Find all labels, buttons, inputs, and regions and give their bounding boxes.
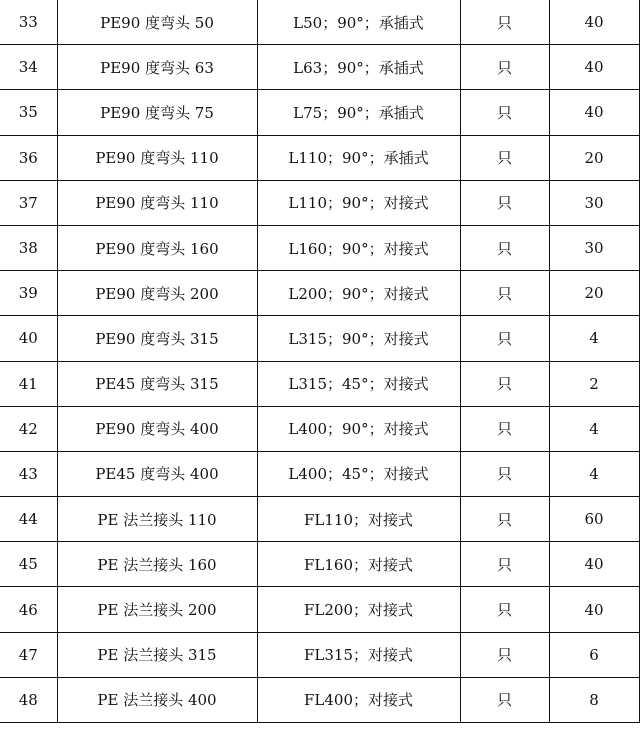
unit-cell: 只 [460, 451, 549, 496]
row-number-cell: 41 [0, 361, 57, 406]
item-spec-cell: FL160；对接式 [257, 542, 460, 587]
row-number-cell: 47 [0, 632, 57, 677]
item-spec-cell: L400；45°；对接式 [257, 451, 460, 496]
item-name-cell: PE90 度弯头 50 [57, 0, 257, 45]
quantity-cell: 30 [549, 180, 639, 225]
item-spec-cell: L315；45°；对接式 [257, 361, 460, 406]
item-spec-cell: FL315；对接式 [257, 632, 460, 677]
table-row [0, 406, 639, 451]
item-name-cell: PE90 度弯头 400 [57, 406, 257, 451]
unit-cell: 只 [460, 0, 549, 45]
item-spec-cell: L160；90°；对接式 [257, 225, 460, 270]
row-number-cell: 38 [0, 225, 57, 270]
row-number-cell: 37 [0, 180, 57, 225]
row-number-cell: 40 [0, 316, 57, 361]
table-row [0, 632, 639, 677]
item-spec-cell: FL200；对接式 [257, 587, 460, 632]
item-name-cell: PE90 度弯头 200 [57, 271, 257, 316]
quantity-cell: 2 [549, 361, 639, 406]
row-number-cell: 34 [0, 45, 57, 90]
quantity-cell: 40 [549, 45, 639, 90]
item-name-cell: PE 法兰接头 110 [57, 497, 257, 542]
table-row [0, 90, 639, 135]
item-name-cell: PE45 度弯头 315 [57, 361, 257, 406]
item-spec-cell: L110；90°；对接式 [257, 180, 460, 225]
unit-cell: 只 [460, 135, 549, 180]
quantity-cell: 8 [549, 677, 639, 722]
item-name-cell: PE 法兰接头 400 [57, 677, 257, 722]
row-number-cell: 46 [0, 587, 57, 632]
table-row [0, 180, 639, 225]
unit-cell: 只 [460, 271, 549, 316]
table-row [0, 542, 639, 587]
item-spec-cell: L400；90°；对接式 [257, 406, 460, 451]
item-spec-cell: L110；90°；承插式 [257, 135, 460, 180]
item-name-cell: PE 法兰接头 200 [57, 587, 257, 632]
unit-cell: 只 [460, 316, 549, 361]
table-row [0, 135, 639, 180]
item-spec-cell: L63；90°；承插式 [257, 45, 460, 90]
table-row [0, 271, 639, 316]
quantity-cell: 40 [549, 90, 639, 135]
row-number-cell: 33 [0, 0, 57, 45]
row-number-cell: 44 [0, 497, 57, 542]
table-row [0, 587, 639, 632]
table-row [0, 451, 639, 496]
unit-cell: 只 [460, 497, 549, 542]
table-row [0, 361, 639, 406]
item-spec-cell: L200；90°；对接式 [257, 271, 460, 316]
quantity-cell: 4 [549, 451, 639, 496]
table-row [0, 316, 639, 361]
item-name-cell: PE90 度弯头 63 [57, 45, 257, 90]
unit-cell: 只 [460, 406, 549, 451]
unit-cell: 只 [460, 587, 549, 632]
row-number-cell: 45 [0, 542, 57, 587]
quantity-cell: 60 [549, 497, 639, 542]
quantity-cell: 20 [549, 135, 639, 180]
row-number-cell: 36 [0, 135, 57, 180]
table-row [0, 225, 639, 270]
quantity-cell: 4 [549, 316, 639, 361]
table-row [0, 497, 639, 542]
row-number-cell: 48 [0, 677, 57, 722]
table-row [0, 0, 639, 45]
quantity-cell: 40 [549, 542, 639, 587]
item-name-cell: PE90 度弯头 110 [57, 180, 257, 225]
quantity-cell: 20 [549, 271, 639, 316]
quantity-cell: 4 [549, 406, 639, 451]
unit-cell: 只 [460, 361, 549, 406]
unit-cell: 只 [460, 225, 549, 270]
item-name-cell: PE45 度弯头 400 [57, 451, 257, 496]
row-number-cell: 43 [0, 451, 57, 496]
quantity-cell: 6 [549, 632, 639, 677]
item-spec-cell: L75；90°；承插式 [257, 90, 460, 135]
item-name-cell: PE90 度弯头 315 [57, 316, 257, 361]
table-row [0, 45, 639, 90]
row-number-cell: 35 [0, 90, 57, 135]
quantity-cell: 30 [549, 225, 639, 270]
quantity-cell: 40 [549, 587, 639, 632]
row-number-cell: 39 [0, 271, 57, 316]
unit-cell: 只 [460, 677, 549, 722]
item-name-cell: PE90 度弯头 160 [57, 225, 257, 270]
unit-cell: 只 [460, 542, 549, 587]
item-spec-cell: L50；90°；承插式 [257, 0, 460, 45]
unit-cell: 只 [460, 180, 549, 225]
unit-cell: 只 [460, 90, 549, 135]
item-name-cell: PE 法兰接头 315 [57, 632, 257, 677]
item-spec-cell: FL400；对接式 [257, 677, 460, 722]
item-name-cell: PE 法兰接头 160 [57, 542, 257, 587]
item-spec-cell: FL110；对接式 [257, 497, 460, 542]
row-number-cell: 42 [0, 406, 57, 451]
item-name-cell: PE90 度弯头 110 [57, 135, 257, 180]
item-spec-cell: L315；90°；对接式 [257, 316, 460, 361]
unit-cell: 只 [460, 632, 549, 677]
quantity-cell: 40 [549, 0, 639, 45]
table-row [0, 677, 639, 722]
unit-cell: 只 [460, 45, 549, 90]
item-name-cell: PE90 度弯头 75 [57, 90, 257, 135]
